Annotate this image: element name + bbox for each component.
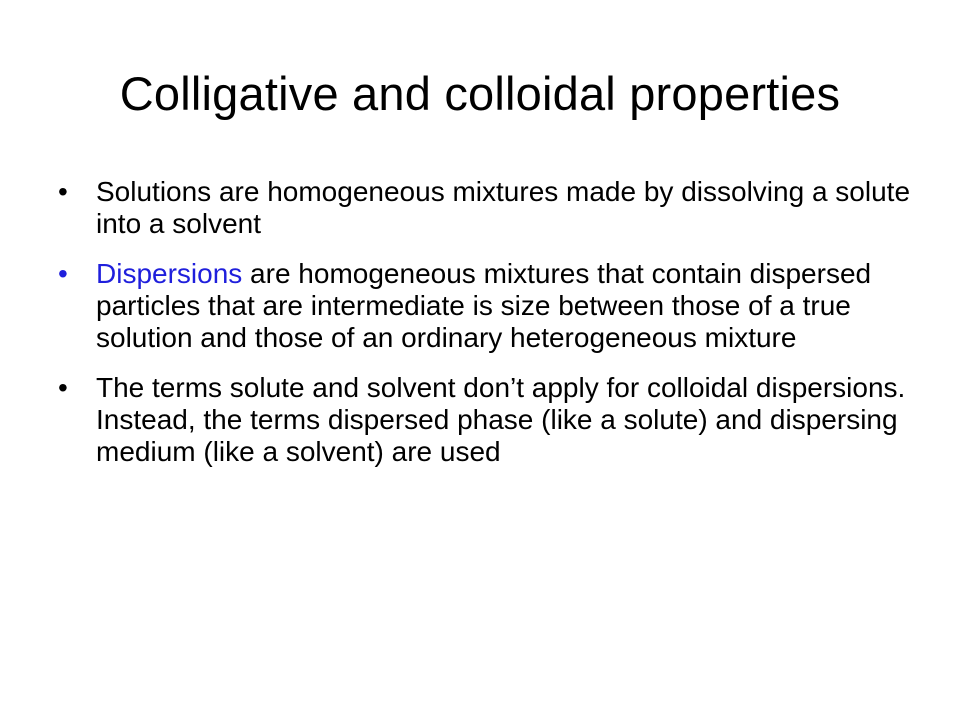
bullet-item-solutions — [56, 176, 916, 240]
bullet-marker: • — [58, 372, 68, 403]
bullet-text: Solutions are homogeneous mixtures made by dissolving a solute into a solvent — [96, 176, 911, 239]
slide-title: Colligative and colloidal properties — [119, 67, 841, 120]
bullet-list — [56, 176, 921, 486]
bullet-text: are homogeneous mixtures that contain dispersed particles that are intermediate is size between those of a true solution and those of an ordinary heterogeneous mixture — [96, 258, 872, 353]
bullet-marker: • — [58, 258, 68, 289]
bullet-item-terms — [56, 372, 921, 468]
bullet-text: The terms solute and solvent don’t apply for colloidal dispersions. Instead, the terms dispersed phase (like a solute) and dispersing medium (like a solvent) are used — [96, 372, 921, 467]
bullet-marker: • — [58, 176, 68, 207]
highlighted-term: Dispersions — [96, 258, 243, 289]
bullet-item-dispersions — [56, 258, 916, 354]
